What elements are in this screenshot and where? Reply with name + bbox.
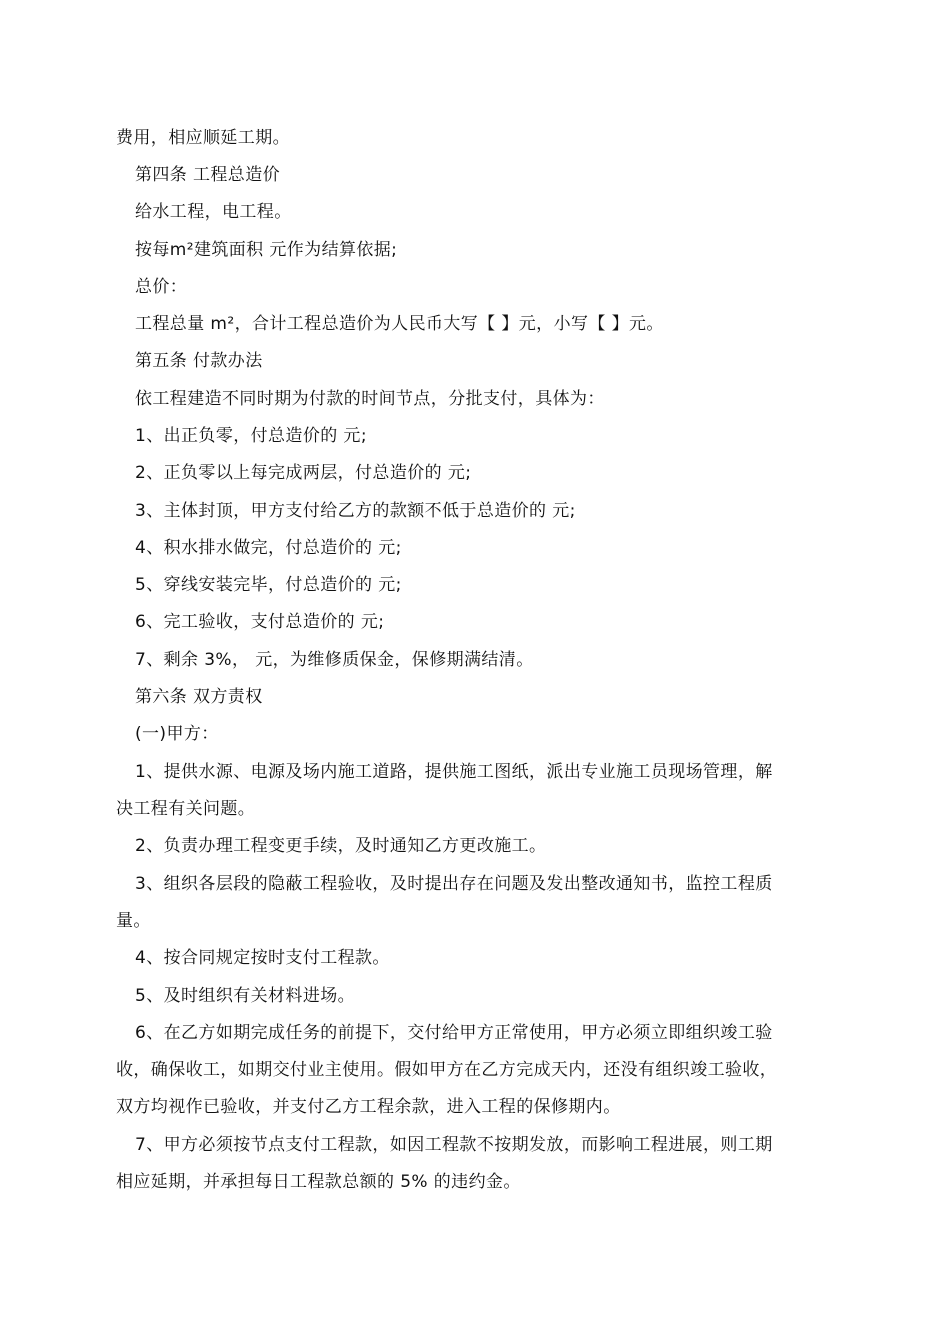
text-line: 依工程建造不同时期为付款的时间节点，分批支付，具体为： [135, 389, 605, 409]
list-item: 6、在乙方如期完成任务的前提下，交付给甲方正常使用，甲方必须立即组织竣工验 [135, 1023, 773, 1043]
list-item: 5、穿线安装完毕，付总造价的 元; [135, 575, 402, 595]
list-item-continuation: 决工程有关问题。 [116, 799, 256, 819]
list-item: 5、及时组织有关材料进场。 [135, 986, 356, 1006]
list-item: 7、甲方必须按节点支付工程款，如因工程款不按期发放，而影响工程进展，则工期 [135, 1135, 773, 1155]
list-item: 4、按合同规定按时支付工程款。 [135, 948, 390, 968]
list-item: 2、正负零以上每完成两层，付总造价的 元; [135, 463, 472, 483]
list-item: 2、负责办理工程变更手续，及时通知乙方更改施工。 [135, 836, 547, 856]
list-item-continuation: 量。 [116, 911, 151, 931]
list-item: 7、剩余 3%， 元，为维修质保金，保修期满结清。 [135, 650, 534, 670]
article-heading: 第五条 付款办法 [135, 351, 263, 371]
list-item: 3、组织各层段的隐蔽工程验收，及时提出存在问题及发出整改通知书，监控工程质 [135, 874, 773, 894]
article-heading: 第四条 工程总造价 [135, 165, 281, 185]
list-item: 1、出正负零，付总造价的 元; [135, 426, 367, 446]
list-item: 6、完工验收，支付总造价的 元; [135, 612, 385, 632]
list-item: 3、主体封顶，甲方支付给乙方的款额不低于总造价的 元; [135, 501, 576, 521]
text-line: 费用，相应顺延工期。 [116, 128, 290, 148]
text-line: 工程总量 m²，合计工程总造价为人民币大写【 】元，小写【 】元。 [135, 314, 664, 334]
list-item-continuation: 收，确保收工，如期交付业主使用。假如甲方在乙方完成天内，还没有组织竣工验收， [116, 1060, 778, 1080]
text-line: 按每m²建筑面积 元作为结算依据; [135, 240, 398, 260]
list-item: 4、积水排水做完，付总造价的 元; [135, 538, 402, 558]
section-heading: (一)甲方： [135, 724, 219, 744]
list-item: 1、提供水源、电源及场内施工道路，提供施工图纸，派出专业施工员现场管理，解 [135, 762, 773, 782]
list-item-continuation: 相应延期，并承担每日工程款总额的 5% 的违约金。 [116, 1172, 521, 1192]
article-heading: 第六条 双方责权 [135, 687, 263, 707]
list-item-continuation: 双方均视作已验收，并支付乙方工程余款，进入工程的保修期内。 [116, 1097, 621, 1117]
text-line: 总价： [135, 277, 188, 297]
text-line: 给水工程，电工程。 [135, 202, 292, 222]
